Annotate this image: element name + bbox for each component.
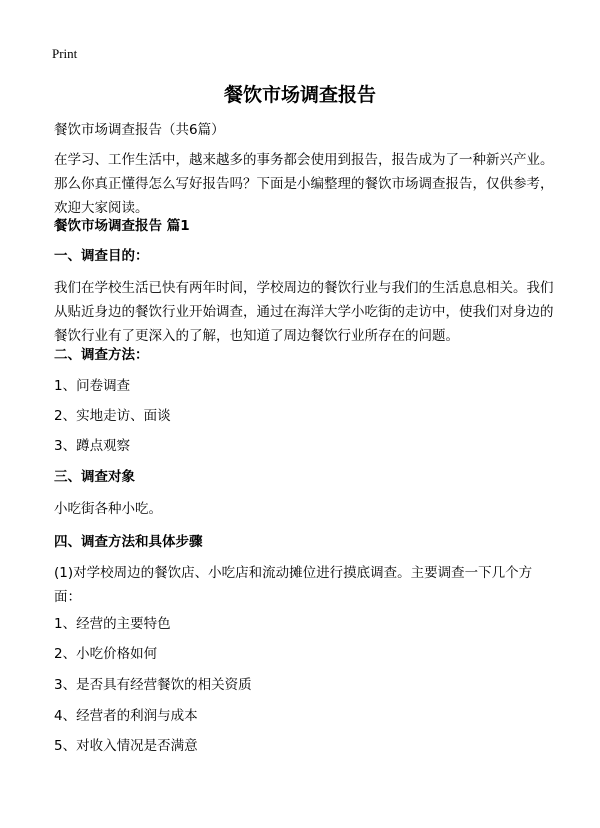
document-title: 餐饮市场调查报告: [223, 84, 376, 106]
list-item: 1、经营的主要特色: [54, 616, 171, 632]
article-heading: 餐饮市场调查报告 篇1: [54, 218, 190, 234]
section-heading-methods: 二、调查方法：: [54, 347, 149, 363]
document-subtitle: 餐饮市场调查报告（共6篇）: [54, 122, 225, 138]
intro-paragraph: 在学习、工作生活中，越来越多的事务都会使用到报告，报告成为了一种新兴产业。那么你真正懂得怎么写好报告吗？下面是小编整理的餐饮市场调查报告，仅供参考，欢迎大家阅读。: [54, 152, 554, 216]
list-item: 3、蹲点观察: [54, 438, 131, 454]
section-body-steps: (1)对学校周边的餐饮店、小吃店和流动摊位进行摸底调查。主要调查一下几个方面：: [54, 565, 533, 605]
section-body-purpose: 我们在学校生活已快有两年时间，学校周边的餐饮行业与我们的生活息息相关。我们从贴近身边的餐饮行业开始调查，通过在海洋大学小吃街的走访中，使我们对身边的餐饮行业有了更深入的了解，也知道了周边餐饮行业所存在的问题。: [54, 280, 554, 344]
list-item: 2、小吃价格如何: [54, 646, 158, 662]
print-label: Print: [52, 46, 78, 61]
list-item: 1、问卷调查: [54, 378, 131, 394]
section-body-subjects: 小吃街各种小吃。: [54, 501, 162, 517]
list-item: 4、经营者的利润与成本: [54, 708, 198, 724]
section-heading-purpose: 一、调查目的：: [54, 248, 149, 264]
list-item: 5、对收入情况是否满意: [54, 738, 198, 754]
list-item: 3、是否具有经营餐饮的相关资质: [54, 677, 252, 693]
section-heading-steps: 四、调查方法和具体步骤: [54, 534, 203, 550]
section-heading-subjects: 三、调查对象: [54, 469, 135, 485]
list-item: 2、实地走访、面谈: [54, 408, 171, 424]
